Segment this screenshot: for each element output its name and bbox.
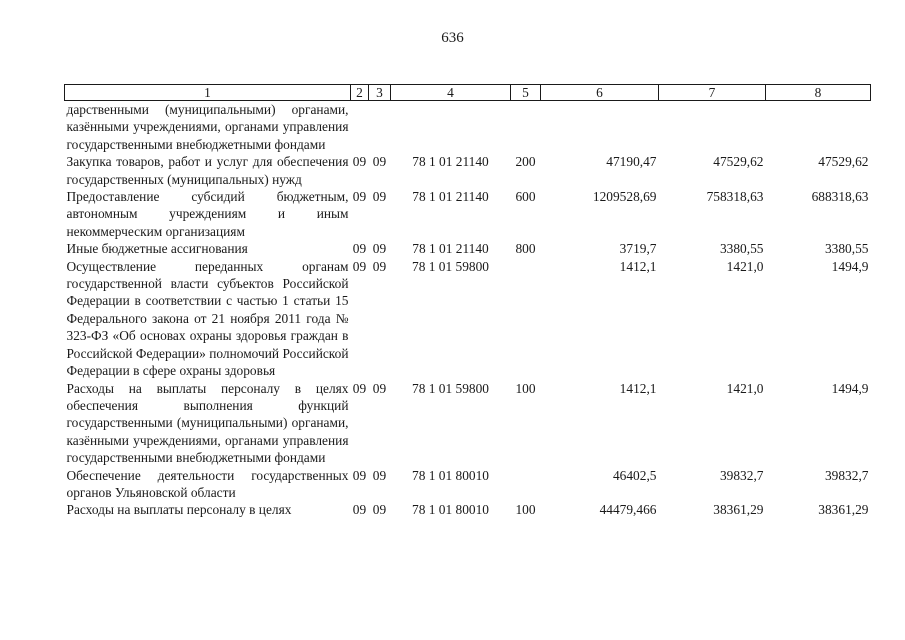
amount-col-6: 1209528,69 bbox=[592, 189, 657, 205]
column-header-1: 1 bbox=[65, 85, 351, 101]
row-description: Расходы на выплаты персоналу в целях обеспечения выполнения функций государственными (муниципальными) органами, казёнными учреждениями, органами управления государственными внебюджетными фондами bbox=[66, 380, 349, 466]
row-description: Иные бюджетные ассигнования bbox=[66, 241, 248, 257]
amount-col-6: 1412,1 bbox=[619, 380, 657, 396]
target-article-code: 78 1 01 59800 bbox=[412, 258, 489, 274]
table-row bbox=[65, 101, 871, 154]
target-article-code: 78 1 01 21140 bbox=[412, 241, 489, 257]
expense-type-code bbox=[511, 258, 541, 380]
amount-col-6: 3719,7 bbox=[619, 241, 657, 257]
amount-col-8: 39832,7 bbox=[824, 467, 869, 483]
target-article-code: 78 1 01 80010 bbox=[412, 467, 489, 483]
column-header-3: 3 bbox=[369, 85, 391, 101]
expense-type-code: 100 bbox=[515, 380, 536, 396]
amount-col-7: 758318,63 bbox=[706, 189, 764, 205]
table-row bbox=[65, 240, 871, 257]
subsection-code: 09 bbox=[372, 380, 387, 396]
expense-type-code: 200 bbox=[515, 154, 536, 170]
expense-type-code bbox=[511, 101, 541, 154]
column-header-8: 8 bbox=[766, 85, 871, 101]
section-code: 09 bbox=[352, 241, 367, 257]
amount-col-7: 1421,0 bbox=[726, 258, 764, 274]
amount-col-7: 39832,7 bbox=[719, 467, 764, 483]
row-description: Расходы на выплаты персоналу в целях bbox=[66, 502, 292, 518]
section-code: 09 bbox=[352, 258, 367, 274]
budget-table bbox=[64, 84, 871, 519]
amount-col-8: 1494,9 bbox=[831, 258, 869, 274]
amount-col-7: 1421,0 bbox=[726, 380, 764, 396]
amount-col-6 bbox=[541, 101, 659, 154]
column-header-2: 2 bbox=[351, 85, 369, 101]
expense-type-code: 800 bbox=[515, 241, 536, 257]
expense-type-code: 600 bbox=[515, 189, 536, 205]
section-code: 09 bbox=[352, 154, 367, 170]
table-row bbox=[65, 258, 871, 380]
amount-col-8: 47529,62 bbox=[818, 154, 869, 170]
subsection-code: 09 bbox=[372, 154, 387, 170]
column-header-4: 4 bbox=[391, 85, 511, 101]
expense-type-code bbox=[511, 467, 541, 502]
section-code: 09 bbox=[352, 380, 367, 396]
expense-type-code: 100 bbox=[515, 502, 536, 518]
target-article-code bbox=[391, 101, 511, 154]
amount-col-7 bbox=[659, 101, 766, 154]
subsection-code: 09 bbox=[372, 502, 387, 518]
amount-col-8: 688318,63 bbox=[811, 189, 869, 205]
amount-col-7: 47529,62 bbox=[713, 154, 764, 170]
amount-col-6: 44479,466 bbox=[599, 502, 657, 518]
amount-col-8: 1494,9 bbox=[831, 380, 869, 396]
target-article-code: 78 1 01 80010 bbox=[412, 502, 489, 518]
amount-col-6: 1412,1 bbox=[619, 258, 657, 274]
column-header-6: 6 bbox=[541, 85, 659, 101]
header-row bbox=[65, 85, 871, 101]
section-code: 09 bbox=[352, 467, 367, 483]
column-header-5: 5 bbox=[511, 85, 541, 101]
column-header-7: 7 bbox=[659, 85, 766, 101]
target-article-code: 78 1 01 21140 bbox=[412, 189, 489, 205]
amount-col-7: 38361,29 bbox=[713, 502, 764, 518]
table-row bbox=[65, 188, 871, 240]
subsection-code: 09 bbox=[372, 189, 387, 205]
amount-col-7: 3380,55 bbox=[719, 241, 764, 257]
subsection-code: 09 bbox=[372, 258, 387, 274]
row-description: Осуществление переданных органам государственной власти субъектов Российской Федерации в соответствии с частью 1 статьи 15 Федерального закона от 21 ноября 2011 года № 323-ФЗ «Об основах охраны здоровья граждан в Российской Федерации» полномочий Российской Федерации в сфере охраны здоровья bbox=[66, 258, 349, 379]
subsection-code: 09 bbox=[372, 241, 387, 257]
amount-col-8 bbox=[766, 101, 871, 154]
table-row bbox=[65, 467, 871, 502]
table-row bbox=[65, 380, 871, 467]
section-code: 09 bbox=[352, 189, 367, 205]
amount-col-6: 47190,47 bbox=[606, 154, 657, 170]
table-row bbox=[65, 501, 871, 518]
target-article-code: 78 1 01 59800 bbox=[412, 380, 489, 396]
target-article-code: 78 1 01 21140 bbox=[412, 154, 489, 170]
row-description: Обеспечение деятельности государственных органов Ульяновской области bbox=[66, 467, 349, 500]
amount-col-8: 3380,55 bbox=[824, 241, 869, 257]
row-description: дарственными (муниципальными) органами, казёнными учреждениями, органами управления государственными внебюджетными фондами bbox=[66, 102, 349, 152]
table-row bbox=[65, 153, 871, 188]
amount-col-6: 46402,5 bbox=[612, 467, 657, 483]
page-number: 636 bbox=[441, 30, 464, 46]
section-code bbox=[351, 101, 369, 154]
subsection-code bbox=[369, 101, 391, 154]
amount-col-8: 38361,29 bbox=[818, 502, 869, 518]
row-description: Закупка товаров, работ и услуг для обеспечения государственных (муниципальных) нужд bbox=[66, 154, 349, 187]
row-description: Предоставление субсидий бюджетным, автономным учреждениям и иным некоммерческим организациям bbox=[66, 189, 349, 239]
subsection-code: 09 bbox=[372, 467, 387, 483]
section-code: 09 bbox=[352, 502, 367, 518]
